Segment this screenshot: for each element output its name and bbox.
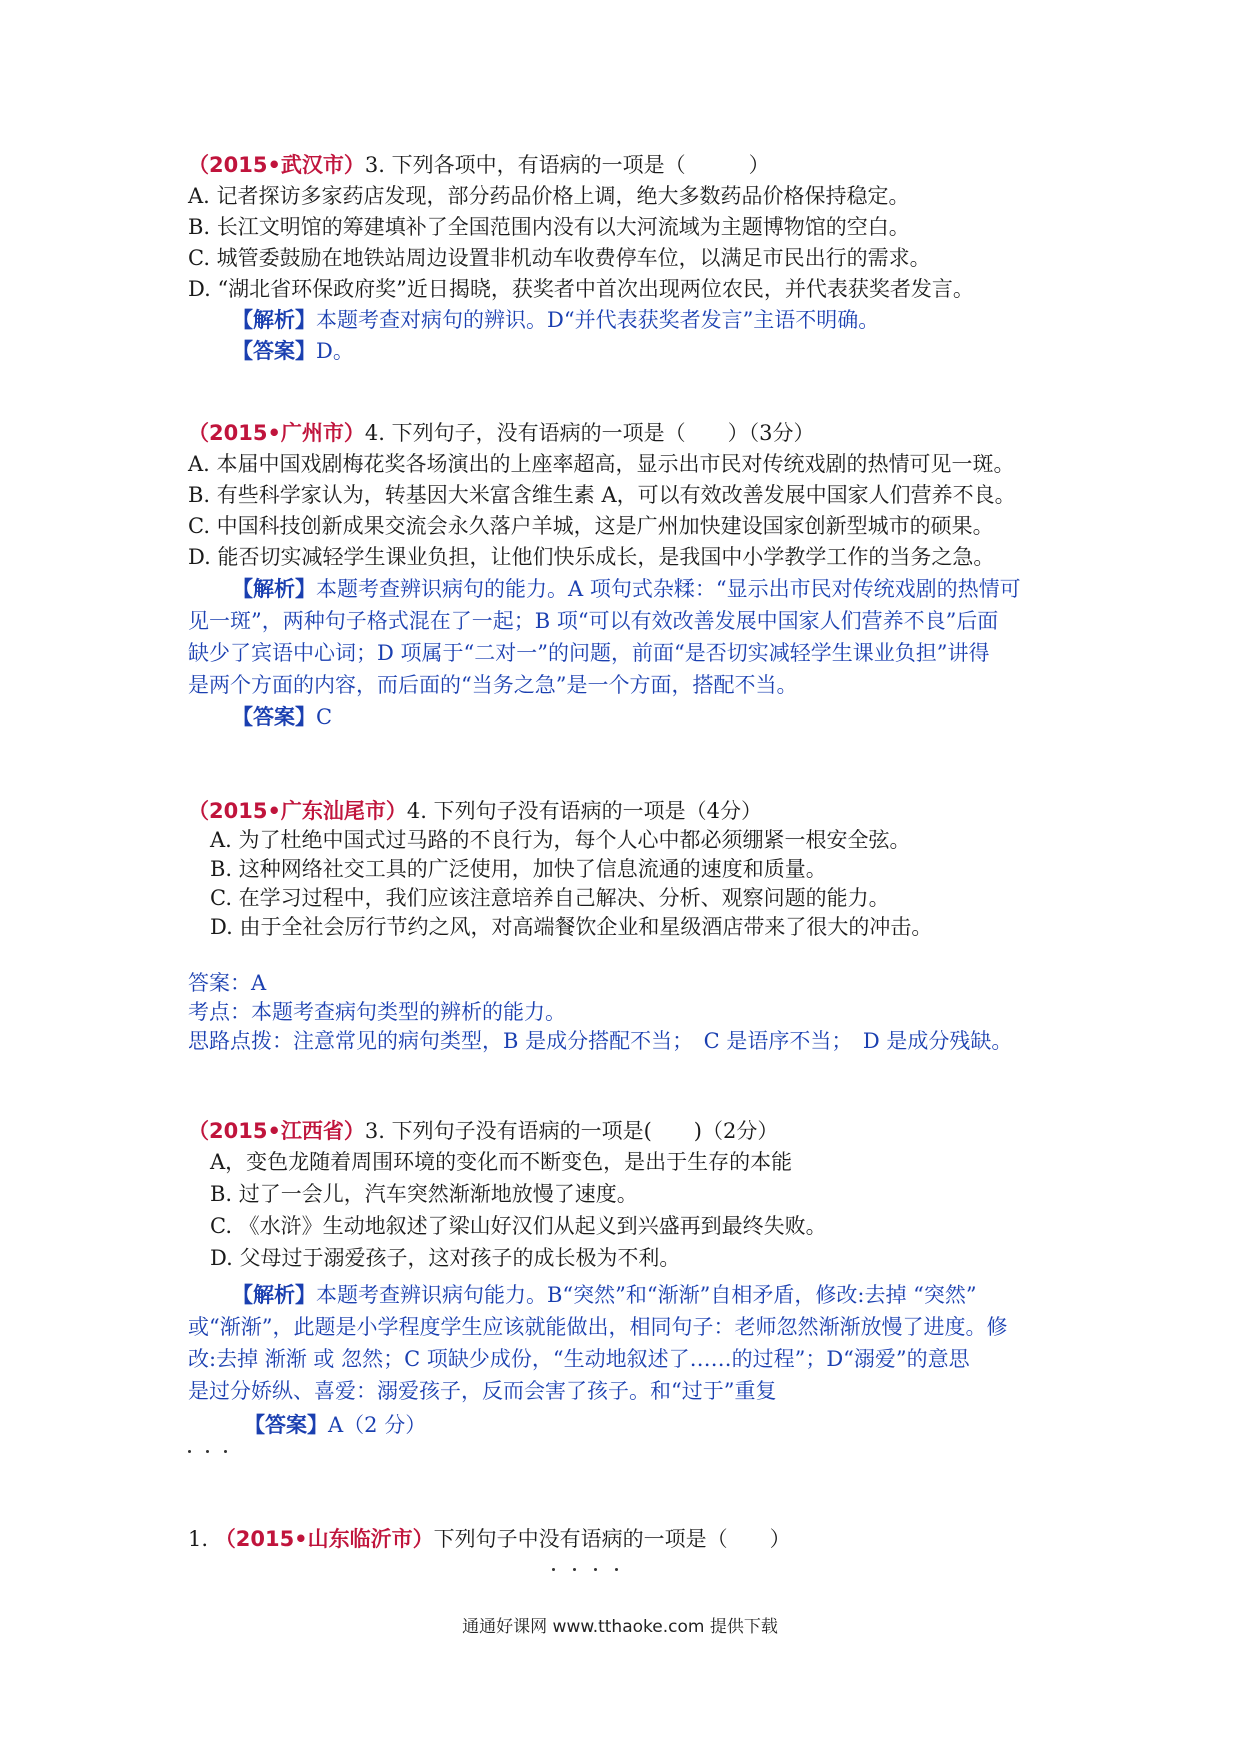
q1-stem: 3. 下列各项中，有语病的一项是（ ） — [364, 153, 770, 177]
q2-answer-tag: 【答案】 — [232, 704, 316, 729]
q4-answer-tag: 【答案】 — [244, 1412, 328, 1437]
q4-analysis-line-3: 改:去掉 渐渐 或 忽然；C 项缺少成份，“生动地叙述了……的过程”；D“溺爱”的意思 — [188, 1347, 970, 1371]
q2-option-a: A. 本届中国戏剧梅花奖各场演出的上座率超高，显示出市民对传统戏剧的热情可见一斑。 — [188, 452, 1015, 476]
q5-header — [188, 1524, 791, 1554]
q3-point: 考点：本题考查病句类型的辨析的能力。 — [188, 1000, 566, 1024]
q2-header — [188, 418, 814, 448]
q2-analysis-text-1: 本题考查辨识病句的能力。A 项句式杂糅：“显示出市民对传统戏剧的热情可 — [316, 577, 1021, 601]
q2-analysis-line-3: 缺少了宾语中心词；D 项属于“二对一”的问题，前面“是否切实减轻学生课业负担”讲得 — [188, 641, 990, 665]
q3-answer: 答案：A — [188, 971, 267, 995]
q4-option-b: B. 过了一会儿，汽车突然渐渐地放慢了速度。 — [210, 1182, 638, 1206]
q3-option-c: C. 在学习过程中，我们应该注意培养自己解决、分析、观察问题的能力。 — [210, 886, 890, 910]
q1-header — [188, 150, 770, 180]
q3-source: （2015•广东汕尾市） — [188, 799, 407, 823]
q3-stem: 4. 下列句子没有语病的一项是（4分） — [406, 799, 762, 823]
q4-analysis-line-2: 或“渐渐”，此题是小学程度学生应该就能做出，相同句子：老师忽然渐渐放慢了进度。修 — [188, 1315, 1008, 1339]
q3-header — [188, 796, 762, 826]
q1-source: （2015•武汉市） — [188, 153, 365, 177]
q4-answer — [244, 1410, 426, 1440]
q2-option-d: D. 能否切实减轻学生课业负担，让他们快乐成长，是我国中小学教学工作的当务之急。 — [188, 545, 995, 569]
q1-option-d: D. “湖北省环保政府奖”近日揭晓，获奖者中首次出现两位农民，并代表获奖者发言。 — [188, 277, 974, 301]
q1-answer-text: D。 — [316, 339, 354, 363]
q2-stem: 4. 下列句子，没有语病的一项是（ ）（3分） — [364, 421, 815, 445]
q4-source: （2015•江西省） — [188, 1119, 365, 1143]
q4-analysis-tag: 【解析】 — [232, 1282, 316, 1307]
q2-analysis-line-2: 见一斑”，两种句子格式混在了一起；B 项“可以有效改善发展中国家人们营养不良”后面 — [188, 609, 999, 633]
q4-analysis-line-1 — [232, 1280, 977, 1310]
q4-analysis-text-1: 本题考查辨识病句能力。B“突然”和“渐渐”自相矛盾，修改:去掉 “突然” — [316, 1283, 977, 1307]
q5-stem: 下列句子中没有语病的一项是（ ） — [433, 1527, 791, 1551]
q1-analysis — [232, 305, 879, 335]
q1-answer — [232, 336, 354, 366]
q4-answer-text: A（2 分） — [328, 1413, 427, 1437]
q1-analysis-text: 本题考查对病句的辨识。D“并代表获奖者发言”主语不明确。 — [316, 308, 880, 332]
q4-option-a: A，变色龙随着周围环境的变化而不断变色，是出于生存的本能 — [210, 1150, 793, 1174]
q2-source: （2015•广州市） — [188, 421, 365, 445]
q2-option-b: B. 有些科学家认为，转基因大米富含维生素 A，可以有效改善发展中国家人们营养不良。 — [188, 483, 1016, 507]
q5-number: 1. — [188, 1527, 209, 1551]
dotted-leader — [188, 1438, 242, 1442]
q5-source: （2015•山东临沂市） — [214, 1527, 434, 1551]
q4-analysis-line-4: 是过分娇纵、喜爱：溺爱孩子，反而会害了孩子。和“过于”重复 — [188, 1379, 777, 1403]
q4-header — [188, 1116, 778, 1146]
q3-option-a: A. 为了杜绝中国式过马路的不良行为，每个人心中都必须绷紧一根安全弦。 — [210, 828, 911, 852]
q1-analysis-tag: 【解析】 — [232, 307, 316, 332]
q3-option-b: B. 这种网络社交工具的广泛使用，加快了信息流通的速度和质量。 — [210, 857, 827, 881]
q2-analysis-line-1 — [232, 574, 1021, 604]
page-footer: 通通好课网 www.tthaoke.com 提供下载 — [462, 1617, 778, 1637]
q4-stem: 3. 下列句子没有语病的一项是( )（2分） — [364, 1119, 779, 1143]
q1-option-b: B. 长江文明馆的筹建填补了全国范围内没有以大河流域为主题博物馆的空白。 — [188, 215, 910, 239]
q1-option-a: A. 记者探访多家药店发现，部分药品价格上调，绝大多数药品价格保持稳定。 — [188, 184, 910, 208]
q1-answer-tag: 【答案】 — [232, 338, 316, 363]
q2-answer — [232, 702, 332, 732]
q2-analysis-line-4: 是两个方面的内容，而后面的“当务之急”是一个方面，搭配不当。 — [188, 673, 798, 697]
q2-analysis-tag: 【解析】 — [232, 576, 316, 601]
q2-answer-text: C — [316, 705, 333, 729]
q3-hint: 思路点拨：注意常见的病句类型，B 是成分搭配不当； C 是语序不当； D 是成分残缺。 — [188, 1029, 1013, 1053]
q3-option-d: D. 由于全社会厉行节约之风，对高端餐饮企业和星级酒店带来了很大的冲击。 — [210, 915, 933, 939]
q1-option-c: C. 城管委鼓励在地铁站周边设置非机动车收费停车位，以满足市民出行的需求。 — [188, 246, 931, 270]
q2-option-c: C. 中国科技创新成果交流会永久落户羊城，这是广州加快建设国家创新型城市的硕果。 — [188, 514, 994, 538]
q4-option-d: D. 父母过于溺爱孩子，这对孩子的成长极为不利。 — [210, 1246, 681, 1270]
emphasis-dots — [552, 1556, 633, 1560]
q4-option-c: C. 《水浒》生动地叙述了梁山好汉们从起义到兴盛再到最终失败。 — [210, 1214, 827, 1238]
